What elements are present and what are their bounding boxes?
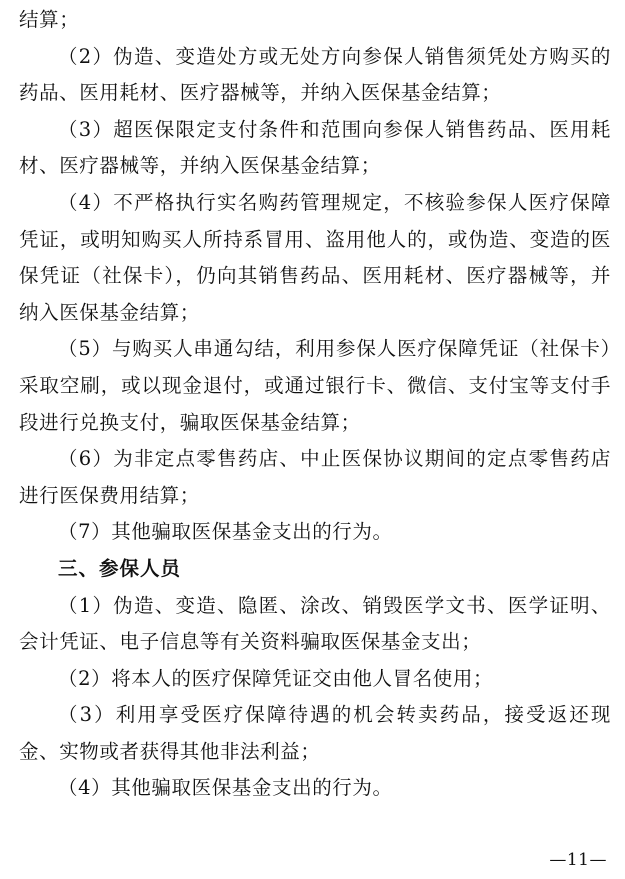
list-item-pharmacy-6: （6）为非定点零售药店、中止医保协议期间的定点零售药店进行医保费用结算； — [19, 447, 611, 507]
list-item-pharmacy-3: （3）超医保限定支付条件和范围向参保人销售药品、医用耗材、医疗器械等，并纳入医保基金结算； — [19, 117, 611, 178]
list-item-insured-4: （4）其他骗取医保基金支出的行为。 — [58, 776, 393, 800]
list-item-insured-2: （2）将本人的医疗保障凭证交由他人冒名使用； — [58, 666, 494, 690]
list-item-pharmacy-4: （4）不严格执行实名购药管理规定，不核验参保人医疗保障凭证，或明知购买人所持系冒用、盗用他人的，或伪造、变造的医保凭证（社保卡），仍向其销售药品、医用耗材、医疗器械等，并纳入医保基金结算； — [19, 190, 611, 324]
list-item-pharmacy-5: （5）与购买人串通勾结，利用参保人医疗保障凭证（社保卡）采取空刷，或以现金退付，或通过银行卡、微信、支付宝等支付手段进行兑换支付，骗取医保基金结算； — [19, 337, 611, 434]
page-number: —11— — [549, 850, 607, 870]
list-item-pharmacy-2: （2）伪造、变造处方或无处方向参保人销售须凭处方购买的药品、医用耗材、医疗器械等，并纳入医保基金结算； — [19, 44, 611, 105]
continued-text: 结算； — [19, 8, 80, 31]
list-item-insured-3: （3）利用享受医疗保障待遇的机会转卖药品，接受返还现金、实物或者获得其他非法利益； — [19, 703, 611, 763]
list-item-pharmacy-7: （7）其他骗取医保基金支出的行为。 — [58, 520, 393, 544]
document-body — [19, 2, 611, 807]
section-heading: 三、参保人员 — [58, 556, 182, 580]
list-item-insured-1: （1）伪造、变造、隐匿、涂改、销毁医学文书、医学证明、会计凭证、电子信息等有关资料骗取医保基金支出； — [19, 593, 611, 654]
